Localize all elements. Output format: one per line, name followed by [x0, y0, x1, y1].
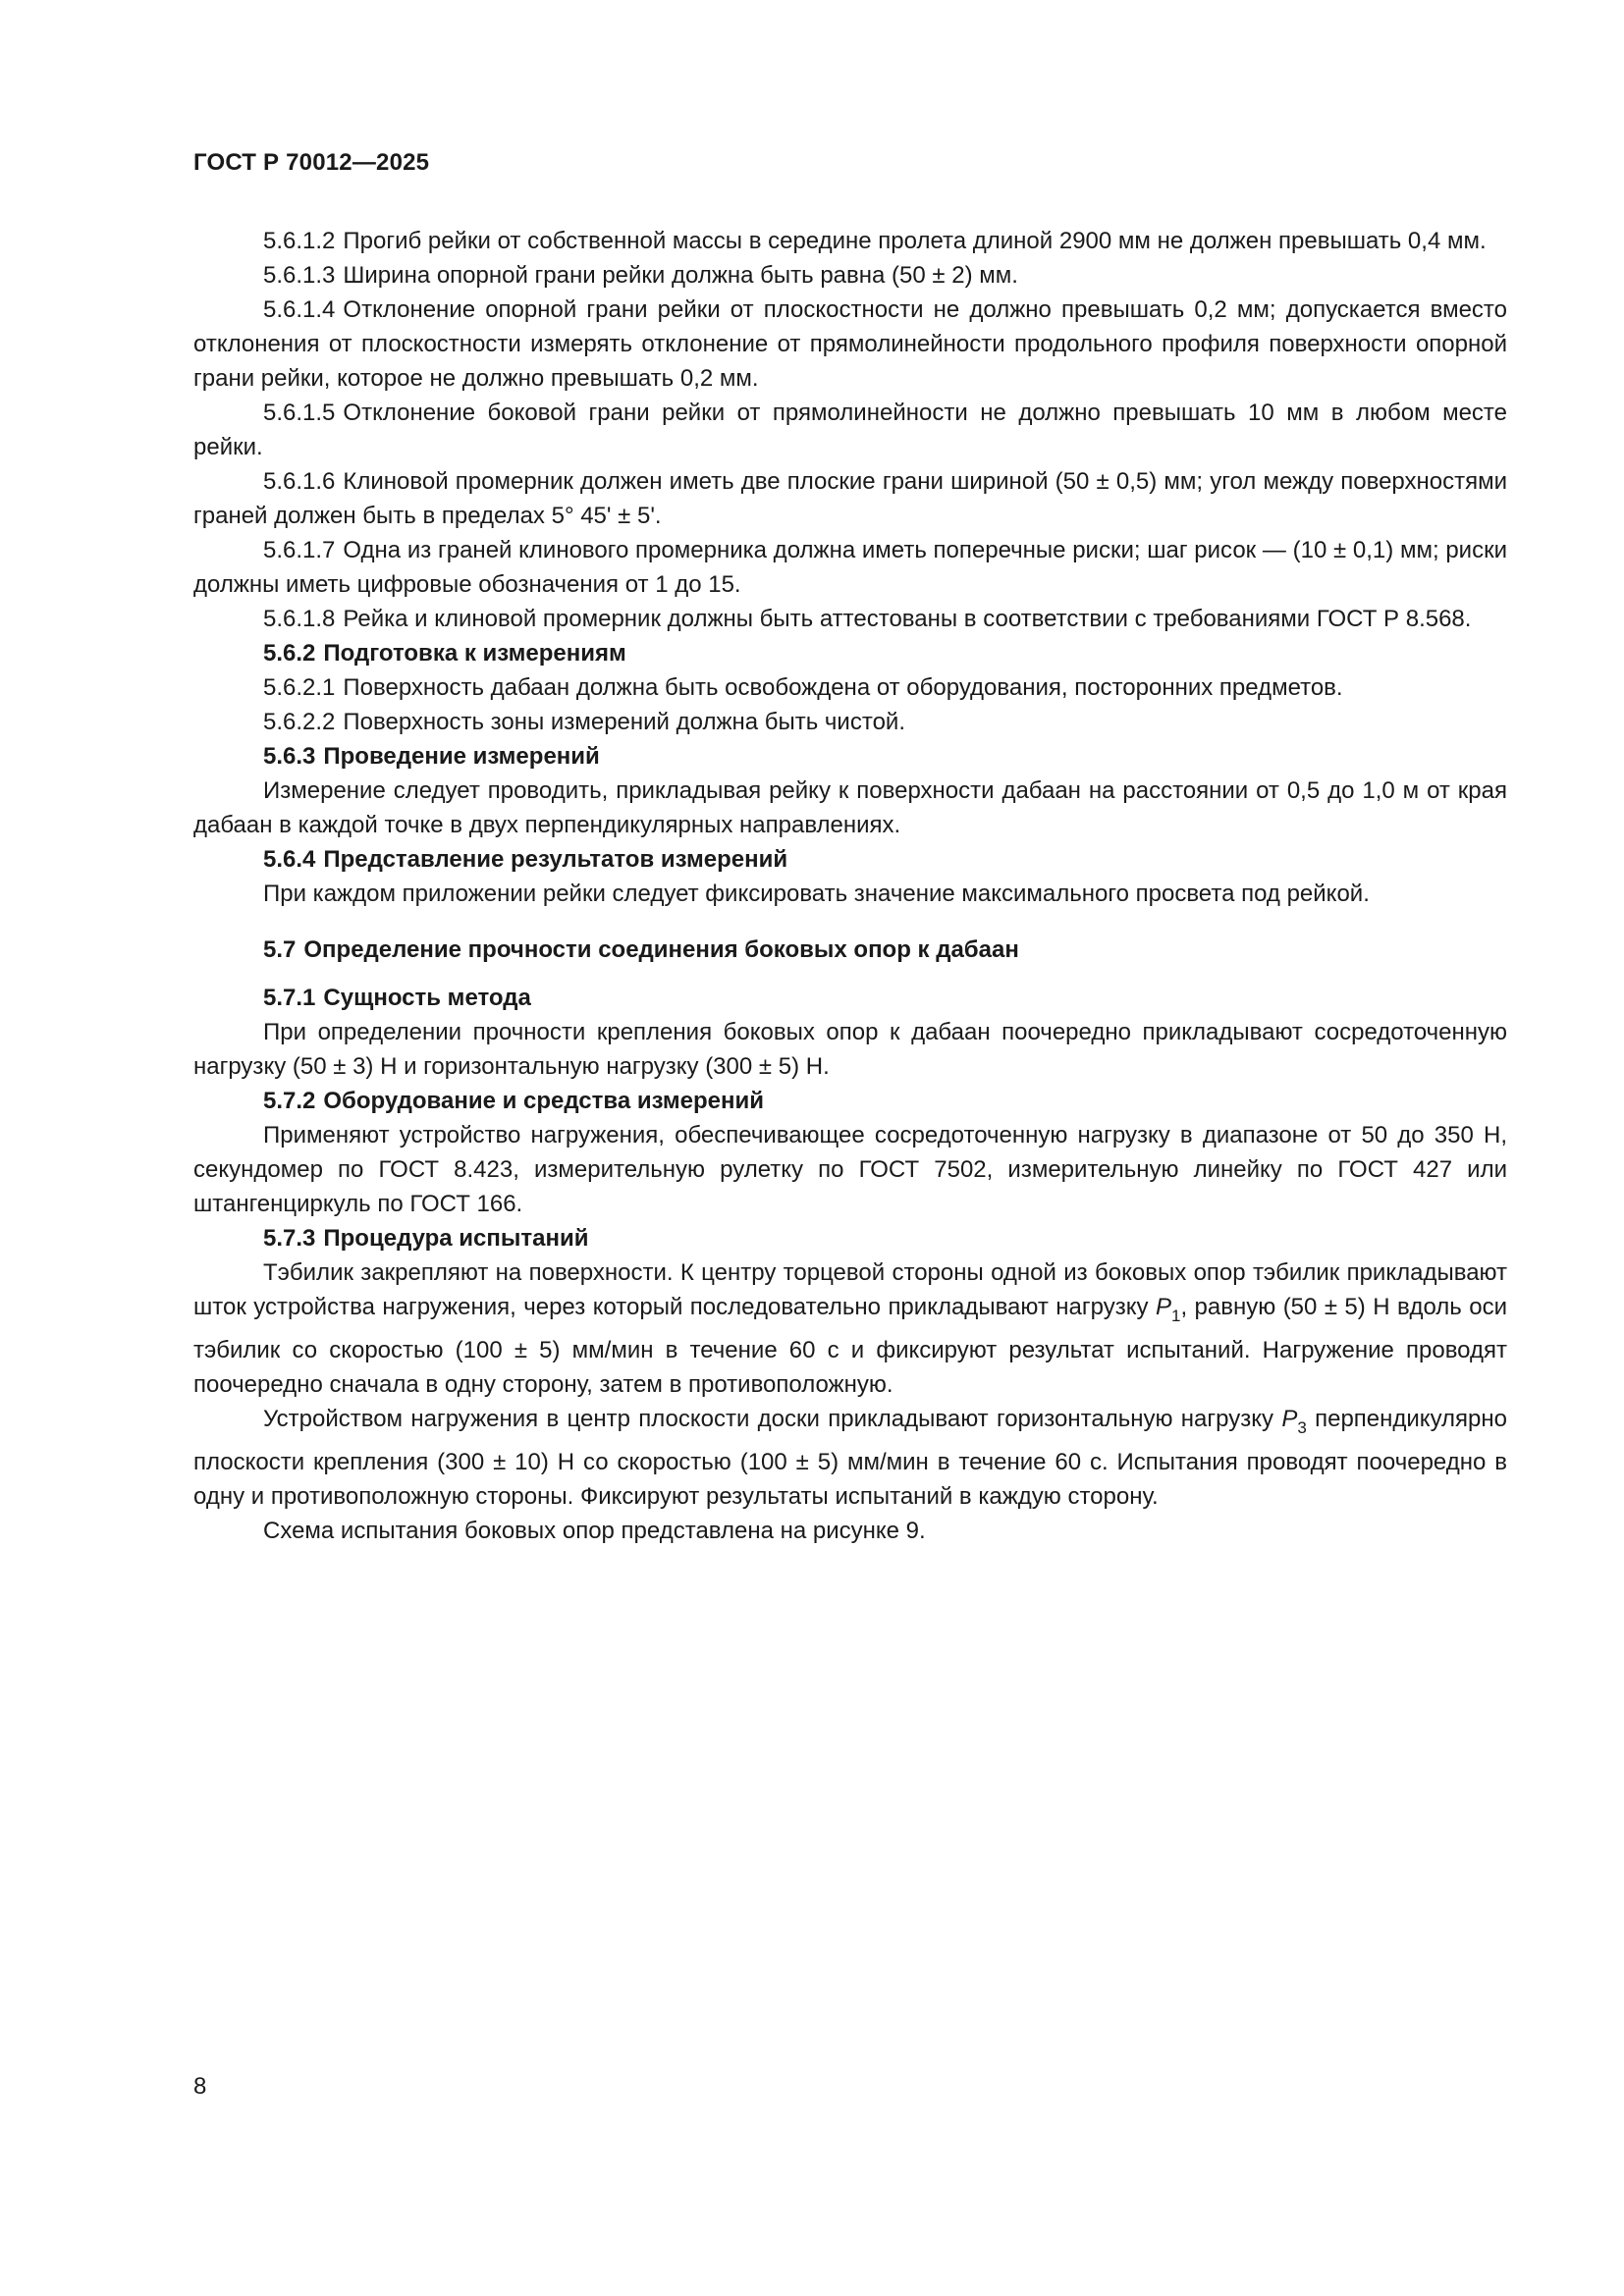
load-symbol-p: P: [1281, 1406, 1298, 1432]
document-body: [193, 224, 1507, 1548]
heading-title: Подготовка к измерениям: [323, 640, 626, 667]
clause-text: Поверхность зоны измерений должна быть чистой.: [343, 709, 905, 735]
clause-number: 5.6.1.6: [263, 468, 336, 495]
heading-title: Проведение измерений: [323, 743, 600, 770]
clause-text: Одна из граней клинового промерника должна иметь поперечные риски; шаг рисок — (10 ± 0,1) мм; риски должны иметь цифровые обозначения от 1 до 15.: [193, 537, 1507, 598]
clause-text: Прогиб рейки от собственной массы в середине пролета длиной 2900 мм не должен превышать 0,4 мм.: [343, 228, 1487, 254]
page-number: 8: [193, 2073, 207, 2100]
heading-title: Сущность метода: [323, 985, 531, 1011]
clause-5-6-1-5: [193, 396, 1507, 464]
clause-5-6-1-4: [193, 293, 1507, 396]
load-subscript: 3: [1297, 1418, 1307, 1437]
clause-5-6-1-6: [193, 464, 1507, 533]
clause-5-6-2-2: [193, 705, 1507, 739]
heading-5-6-4: [193, 842, 1507, 877]
paragraph-5-6-3: Измерение следует проводить, прикладывая рейку к поверхности дабаан на расстоянии от 0,5 до 1,0 м от края дабаан в каждой точке в двух перпендикулярных направлениях.: [193, 777, 1507, 838]
clause-number: 5.6.1.4: [263, 296, 336, 323]
heading-5-7-2: [193, 1084, 1507, 1118]
paragraph-5-7-2: Применяют устройство нагружения, обеспечивающее сосредоточенную нагрузку в диапазоне от 50 до 350 Н, секундомер по ГОСТ 8.423, измерительную рулетку по ГОСТ 7502, измерительную линейку по ГОСТ 427 или штангенциркуль по ГОСТ 166.: [193, 1122, 1507, 1217]
heading-number: 5.7.1: [263, 985, 316, 1011]
clause-number: 5.6.1.8: [263, 606, 336, 632]
clause-text: Отклонение боковой грани рейки от прямолинейности не должно превышать 10 мм в любом месте рейки.: [193, 400, 1507, 460]
text-run: перпендикулярно плоскости крепления (300 ± 10) Н со скоростью (100 ± 5) мм/мин в течение 60 с. Испытания проводят поочередно в одну и противоположную стороны. Фиксируют результаты испытаний в каждую сторону.: [193, 1406, 1507, 1510]
heading-5-7-1: [193, 981, 1507, 1015]
paragraph-5-7-3-load-p3: [193, 1402, 1507, 1514]
clause-text: Рейка и клиновой промерник должны быть аттестованы в соответствии с требованиями ГОСТ Р 8.568.: [343, 606, 1472, 632]
clause-number: 5.6.2.1: [263, 674, 336, 701]
clause-number: 5.6.1.3: [263, 262, 336, 289]
heading-5-7-3: [193, 1221, 1507, 1255]
clause-number: 5.6.1.2: [263, 228, 336, 254]
paragraph-5-6-4: При каждом приложении рейки следует фиксировать значение максимального просвета под рейкой.: [263, 881, 1370, 907]
heading-title: Оборудование и средства измерений: [323, 1088, 765, 1114]
heading-title: Представление результатов измерений: [323, 846, 788, 873]
clause-text: Отклонение опорной грани рейки от плоскостности не должно превышать 0,2 мм; допускается вместо отклонения от плоскостности измерять отклонение от прямолинейности продольного профиля поверхности опорной грани рейки, которое не должно превышать 0,2 мм.: [193, 296, 1507, 392]
text-run: , равную (50 ± 5) Н вдоль оси тэбилик со скоростью (100 ± 5) мм/мин в течение 60 с и фиксируют результат испытаний. Нагружение проводят поочередно сначала в одну сторону, затем в противоположную.: [193, 1294, 1507, 1398]
heading-5-7: [193, 933, 1507, 967]
text-run: Тэбилик закрепляют на поверхности. К центру торцевой стороны одной из боковых опор тэбилик прикладывают шток устройства нагружения, через который последовательно прикладывают нагрузку: [193, 1259, 1507, 1320]
clause-text: Клиновой промерник должен иметь две плоские грани шириной (50 ± 0,5) мм; угол между поверхностями граней должен быть в пределах 5° 45' ± 5'.: [193, 468, 1507, 529]
heading-number: 5.6.3: [263, 743, 316, 770]
paragraph-5-7-1: При определении прочности крепления боковых опор к дабаан поочередно прикладывают сосредоточенную нагрузку (50 ± 3) Н и горизонтальную нагрузку (300 ± 5) Н.: [193, 1019, 1507, 1080]
heading-5-6-3: [193, 739, 1507, 774]
heading-number: 5.7.3: [263, 1225, 316, 1252]
clause-text: Поверхность дабаан должна быть освобождена от оборудования, посторонних предметов.: [343, 674, 1343, 701]
heading-number: 5.7: [263, 936, 297, 963]
clause-5-6-1-2: [193, 224, 1507, 258]
clause-5-6-1-3: [193, 258, 1507, 293]
heading-number: 5.6.4: [263, 846, 316, 873]
text-run: Устройством нагружения в центр плоскости доски прикладывают горизонтальную нагрузку: [263, 1406, 1282, 1432]
paragraph-5-7-3-figure-ref: Схема испытания боковых опор представлена на рисунке 9.: [263, 1518, 926, 1544]
clause-text: Ширина опорной грани рейки должна быть равна (50 ± 2) мм.: [343, 262, 1018, 289]
heading-number: 5.6.2: [263, 640, 316, 667]
heading-5-6-2: [193, 636, 1507, 670]
heading-title: Процедура испытаний: [323, 1225, 589, 1252]
clause-number: 5.6.1.5: [263, 400, 336, 426]
load-symbol-p: P: [1155, 1294, 1171, 1320]
clause-number: 5.6.1.7: [263, 537, 336, 563]
paragraph-5-7-3-load-p1: [193, 1255, 1507, 1402]
document-header: ГОСТ Р 70012—2025: [193, 149, 430, 176]
clause-number: 5.6.2.2: [263, 709, 336, 735]
clause-5-6-2-1: [193, 670, 1507, 705]
heading-title: Определение прочности соединения боковых опор к дабаан: [303, 936, 1019, 963]
load-subscript: 1: [1170, 1307, 1181, 1325]
clause-5-6-1-8: [193, 602, 1507, 636]
clause-5-6-1-7: [193, 533, 1507, 602]
heading-number: 5.7.2: [263, 1088, 316, 1114]
